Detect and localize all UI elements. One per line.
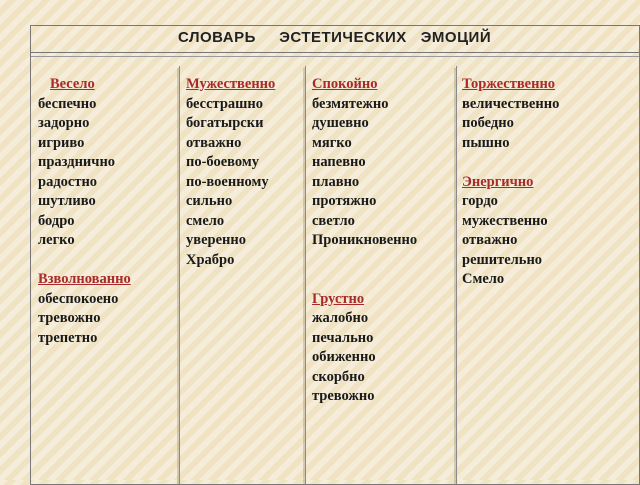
column-4 — [462, 75, 559, 290]
word: душевно — [312, 115, 369, 131]
word: по-военному — [186, 173, 269, 190]
word: шутливо — [38, 193, 96, 209]
word: Смело — [462, 271, 505, 287]
word: бесстрашно — [186, 95, 264, 112]
word: бодро — [38, 212, 75, 229]
group-head-vzvolnovanno: Взволнованно — [38, 271, 131, 287]
word: обиженно — [312, 349, 376, 365]
word: празднично — [38, 154, 116, 170]
word: мужественно — [462, 212, 548, 229]
column-divider-3 — [456, 66, 457, 484]
word: трепетно — [38, 329, 98, 346]
word: протяжно — [312, 193, 377, 209]
group-head-torzhestvenno: Торжественно — [462, 76, 556, 92]
word: скорбно — [312, 368, 365, 385]
word: гордо — [462, 193, 498, 209]
word: легко — [38, 232, 75, 248]
group-head-spokoyno: Спокойно — [312, 76, 378, 92]
group-head-muzhestvenno: Мужественно — [186, 76, 276, 92]
word: мягко — [312, 134, 352, 151]
word: плавно — [312, 173, 360, 190]
column-divider-1 — [179, 66, 180, 484]
word: отважно — [462, 232, 518, 248]
column-1 — [38, 75, 131, 348]
word: тревожно — [312, 388, 375, 404]
column-3 — [312, 75, 417, 407]
word: пышно — [462, 134, 510, 151]
word: величественно — [462, 95, 560, 112]
word: по-боевому — [186, 154, 260, 170]
word: победно — [462, 115, 514, 131]
table-title: СЛОВАРЬ ЭСТЕТИЧЕСКИХ ЭМОЦИЙ — [178, 29, 492, 46]
word: игриво — [38, 134, 85, 151]
word: уверенно — [186, 232, 246, 248]
word: сильно — [186, 193, 233, 209]
word: печально — [312, 329, 374, 346]
group-head-vesело: Весело — [50, 76, 95, 92]
title-divider-2 — [31, 56, 639, 57]
group-head-grustno: Грустно — [312, 290, 365, 307]
column-2 — [186, 75, 275, 270]
word: жалобно — [312, 310, 369, 326]
word: Проникновенно — [312, 232, 418, 248]
word: светло — [312, 212, 355, 229]
word: обеспокоено — [38, 290, 119, 307]
word: отважно — [186, 134, 242, 151]
word: решительно — [462, 251, 543, 268]
word: Храбро — [186, 251, 235, 268]
title-divider-1 — [31, 52, 639, 53]
word: богатырски — [186, 115, 264, 131]
word: напевно — [312, 154, 366, 170]
word: задорно — [38, 115, 90, 131]
group-head-energichno: Энергично — [462, 173, 534, 190]
word: безмятежно — [312, 95, 389, 112]
word: тревожно — [38, 310, 101, 326]
word: смело — [186, 212, 225, 229]
column-divider-2 — [305, 66, 306, 484]
word: радостно — [38, 173, 98, 190]
word: беспечно — [38, 95, 97, 112]
